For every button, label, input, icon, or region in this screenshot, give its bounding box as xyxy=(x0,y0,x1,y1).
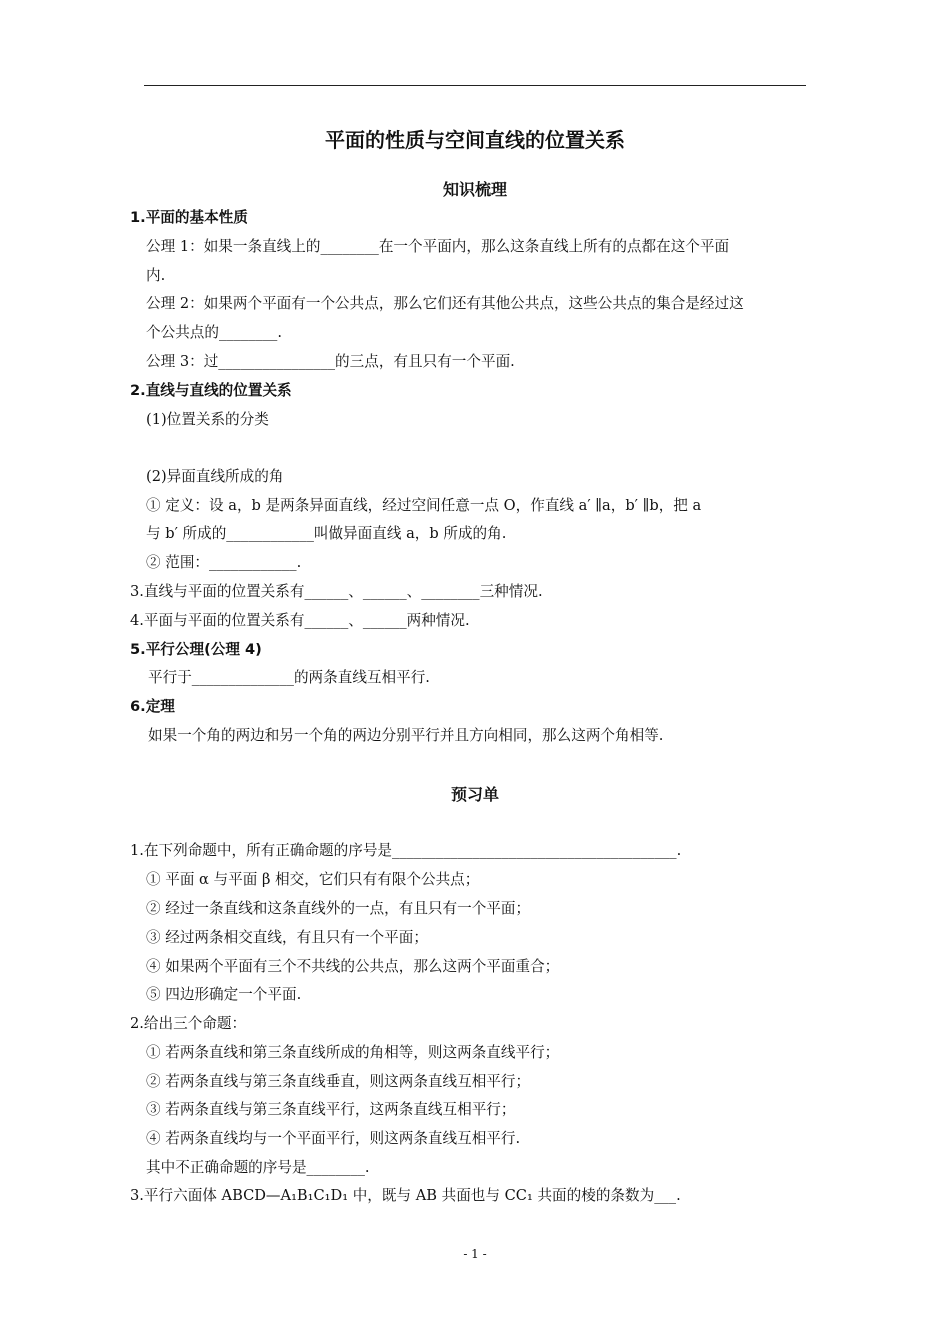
q1-option: ② 经过一条直线和这条直线外的一点，有且只有一个平面； xyxy=(146,900,531,917)
subheading-skew-angle: (2)异面直线所成的角 xyxy=(146,468,284,485)
q1-option: ① 平面 α 与平面 β 相交，它们只有有限个公共点； xyxy=(146,871,480,888)
question-3: 3.平行六面体 ABCD—A₁B₁C₁D₁ 中，既与 AB 共面也与 CC₁ 共面的棱的条数为___. xyxy=(130,1187,681,1204)
definition-line1: ① 定义：设 a，b 是两条异面直线，经过空间任意一点 O，作直线 a′ ∥a，b′ ∥b，把 a xyxy=(146,497,702,514)
axiom3: 公理 3：过________________的三点，有且只有一个平面. xyxy=(146,353,515,370)
q2-option: ① 若两条直线和第三条直线所成的角相等，则这两条直线平行； xyxy=(146,1044,560,1061)
q2-option: ② 若两条直线与第三条直线垂直，则这两条直线互相平行； xyxy=(146,1073,531,1090)
question-1: 1.在下列命题中，所有正确命题的序号是_______________________________________. xyxy=(130,842,682,859)
page-number: - 1 - xyxy=(463,1247,487,1261)
axiom1-line1: 公理 1：如果一条直线上的________在一个平面内，那么这条直线上所有的点都在这个平面 xyxy=(146,238,730,255)
question-2: 2.给出三个命题： xyxy=(130,1015,247,1032)
parallel-axiom-text: 平行于______________的两条直线互相平行. xyxy=(148,669,430,686)
section-heading-knowledge: 知识梳理 xyxy=(442,180,507,199)
angle-range: ② 范围：____________. xyxy=(146,554,302,571)
q2-option: ④ 若两条直线均与一个平面平行，则这两条直线互相平行. xyxy=(146,1130,521,1147)
subheading-classification: (1)位置关系的分类 xyxy=(146,411,269,428)
q1-option: ④ 如果两个平面有三个不共线的公共点，那么这两个平面重合； xyxy=(146,958,560,975)
plane-plane-relations: 4.平面与平面的位置关系有______、______两种情况. xyxy=(130,612,470,629)
theorem-text: 如果一个角的两边和另一个角的两边分别平行并且方向相同，那么这两个角相等. xyxy=(148,727,664,744)
heading-line-relations: 2.直线与直线的位置关系 xyxy=(130,382,292,399)
page-title: 平面的性质与空间直线的位置关系 xyxy=(325,128,625,152)
q2-option: ③ 若两条直线与第三条直线平行，这两条直线互相平行； xyxy=(146,1101,516,1118)
section-heading-preview: 预习单 xyxy=(450,785,499,804)
heading-theorem: 6.定理 xyxy=(130,698,175,715)
q1-option: ⑤ 四边形确定一个平面. xyxy=(146,986,302,1003)
heading-parallel-axiom: 5.平行公理(公理 4) xyxy=(130,641,262,658)
q1-option: ③ 经过两条相交直线，有且只有一个平面； xyxy=(146,929,428,946)
q2-answer-prompt: 其中不正确命题的序号是________. xyxy=(146,1159,370,1176)
definition-line2: 与 b′ 所成的____________叫做异面直线 a，b 所成的角. xyxy=(146,525,507,542)
axiom2-line1: 公理 2：如果两个平面有一个公共点，那么它们还有其他公共点，这些公共点的集合是经过这 xyxy=(146,295,744,312)
header-rule xyxy=(144,85,806,86)
axiom1-line2: 内. xyxy=(146,267,166,284)
axiom2-line2: 个公共点的________. xyxy=(146,324,282,341)
line-plane-relations: 3.直线与平面的位置关系有______、______、________三种情况. xyxy=(130,583,543,600)
heading-plane-properties: 1.平面的基本性质 xyxy=(130,209,248,226)
